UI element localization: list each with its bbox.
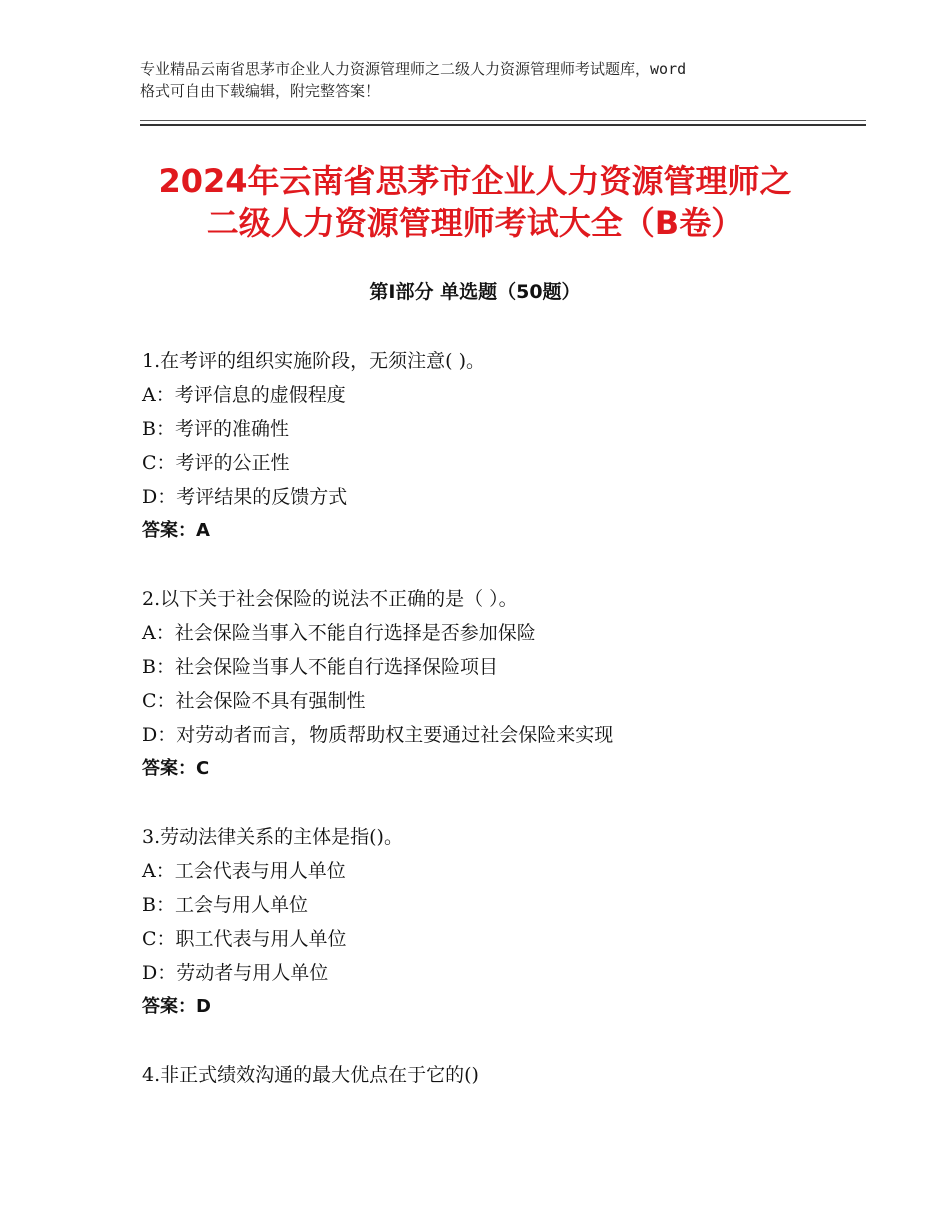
option-c: C：社会保险不具有强制性 (142, 690, 366, 712)
answer: 答案：A (142, 520, 210, 541)
option-b: B：工会与用人单位 (142, 894, 308, 916)
option-d: D：考评结果的反馈方式 (142, 486, 348, 508)
option-a: A：考评信息的虚假程度 (142, 384, 346, 406)
option-d: D：对劳动者而言，物质帮助权主要通过社会保险来实现 (142, 724, 614, 746)
question-3 (142, 820, 862, 1024)
question-list (142, 344, 862, 1126)
option-b: B：社会保险当事人不能自行选择保险项目 (142, 656, 498, 678)
title-line-2: 二级人力资源管理师考试大全（B卷） (206, 204, 744, 242)
header-divider-thick (140, 124, 866, 126)
title-line-1: 2024年云南省思茅市企业人力资源管理师之 (158, 162, 792, 200)
question-stem: 3.劳动法律关系的主体是指()。 (142, 826, 403, 848)
question-2 (142, 582, 862, 786)
option-d: D：劳动者与用人单位 (142, 962, 329, 984)
option-c: C：考评的公正性 (142, 452, 290, 474)
question-stem: 1.在考评的组织实施阶段，无须注意( )。 (142, 350, 485, 372)
section-heading: 第Ⅰ部分 单选题（50题） (369, 281, 581, 303)
question-4 (142, 1058, 862, 1092)
question-stem: 4.非正式绩效沟通的最大优点在于它的() (142, 1064, 479, 1086)
option-a: A：社会保险当事入不能自行选择是否参加保险 (142, 622, 536, 644)
answer: 答案：C (142, 758, 210, 779)
document-title (90, 160, 860, 244)
header-divider-thin (140, 120, 866, 121)
header-line-1: 专业精品云南省思茅市企业人力资源管理师之二级人力资源管理师考试题库，word (140, 60, 687, 78)
answer: 答案：D (142, 996, 211, 1017)
question-1 (142, 344, 862, 548)
option-a: A：工会代表与用人单位 (142, 860, 346, 882)
header-line-2: 格式可自由下载编辑，附完整答案！ (140, 82, 381, 100)
document-header (140, 58, 830, 102)
question-stem: 2.以下关于社会保险的说法不正确的是（ ）。 (142, 588, 518, 610)
option-b: B：考评的准确性 (142, 418, 289, 440)
option-c: C：职工代表与用人单位 (142, 928, 347, 950)
